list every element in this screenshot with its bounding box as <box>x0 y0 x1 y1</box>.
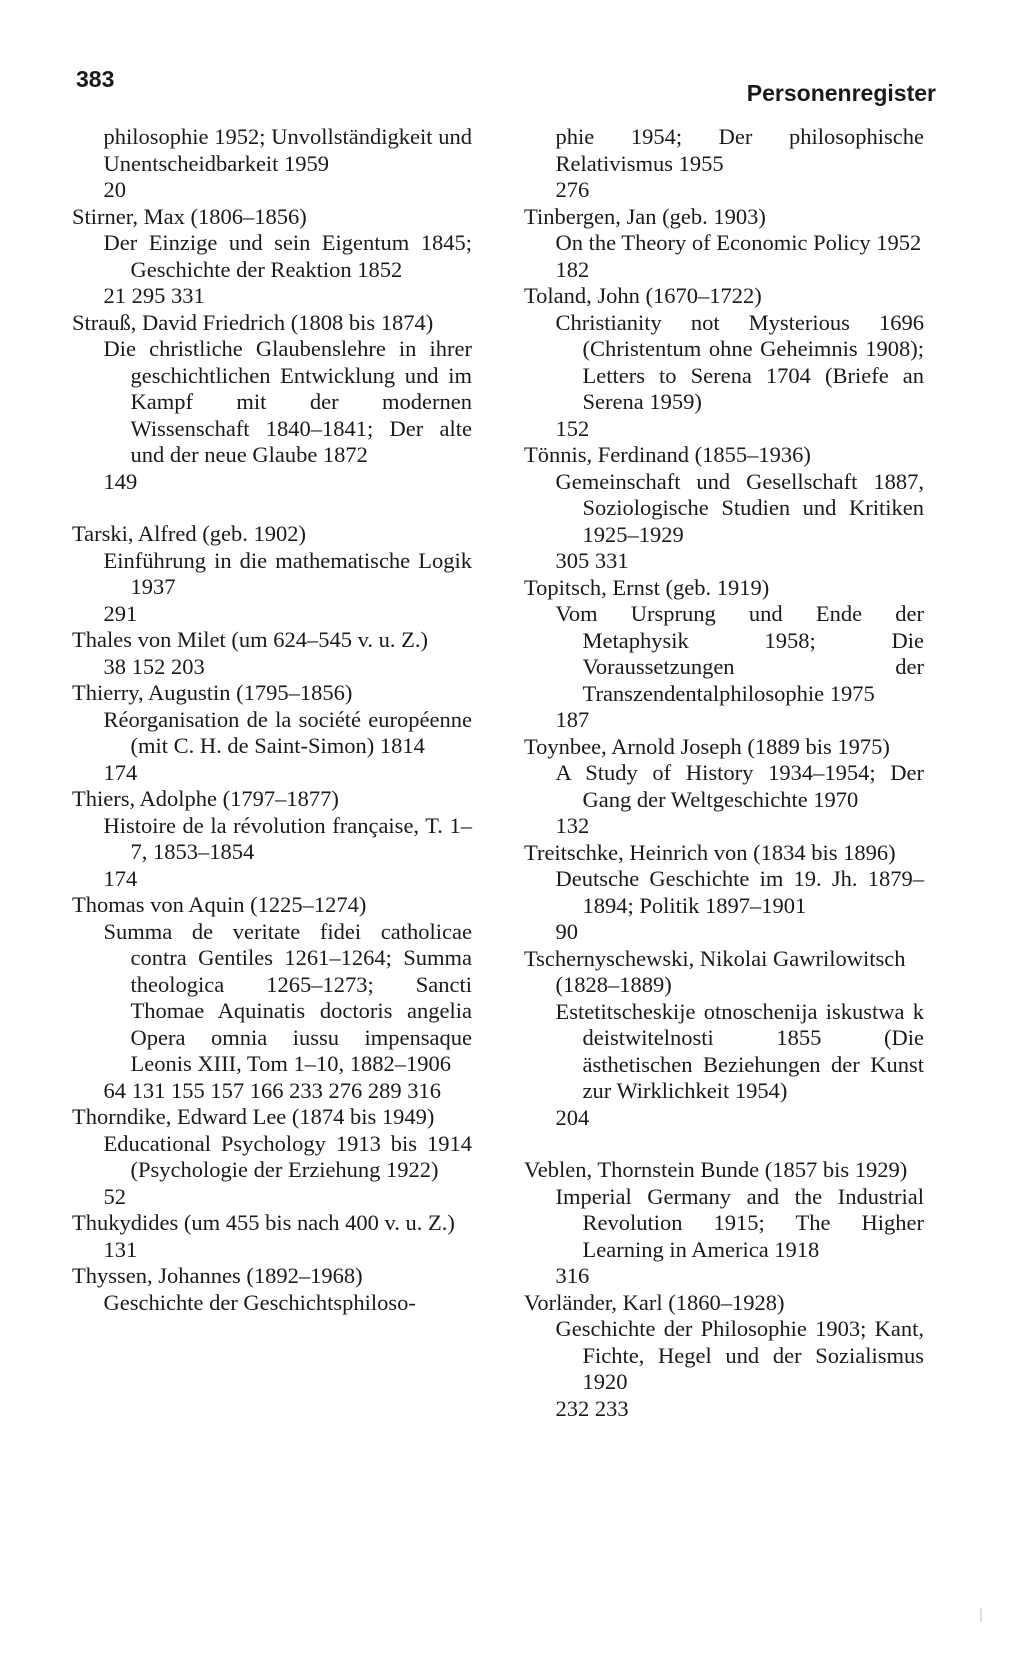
entry-pages: 174 <box>103 759 138 785</box>
index-entry <box>524 840 924 946</box>
entry-pages: 276 <box>555 177 590 202</box>
index-entry <box>524 946 924 1132</box>
entry-pages: 316 <box>555 1263 590 1288</box>
index-column-left <box>72 124 472 1316</box>
entry-works: Gemeinschaft und Gesellschaft 1887, Soziologische Studien und Kritiken 1925–1929 <box>555 468 924 547</box>
page-number: 383 <box>76 66 115 92</box>
entry-works: Estetitscheskije otnoschenija iskustwa k deistwitelnosti 1855 (Die ästhetischen Beziehungen der Kunst zur Wirklichkeit 1954) <box>555 998 924 1103</box>
entry-pages: 305 331 <box>555 548 629 573</box>
entry-pages: 38 152 203 <box>103 653 205 679</box>
entry-name: Stirner, Max (1806–1856) <box>72 203 307 229</box>
index-entry <box>72 627 472 680</box>
entry-name: Topitsch, Ernst (geb. 1919) <box>524 574 770 600</box>
entry-works: Deutsche Geschichte im 19. Jh. 1879–1894; Politik 1897–1901 <box>555 866 924 918</box>
running-head: Personenregister <box>746 80 936 106</box>
index-entry <box>72 521 472 627</box>
entry-continuation: phie 1954; Der philosophische Relativismus 1955 <box>555 124 924 176</box>
index-entry <box>524 575 924 734</box>
entry-continuation: philosophie 1952; Unvollständigkeit und Unentscheidbarkeit 1959 <box>103 124 472 176</box>
entry-name: Tinbergen, Jan (geb. 1903) <box>524 203 766 229</box>
entry-pages: 52 <box>103 1183 126 1209</box>
entry-name: Thyssen, Johannes (1892–1968) <box>72 1263 363 1288</box>
entry-pages: 64 131 155 157 166 233 276 289 316 <box>103 1077 441 1103</box>
entry-name: Thiers, Adolphe (1797–1877) <box>72 786 339 811</box>
index-entry <box>72 680 472 786</box>
entry-pages: 21 295 331 <box>103 283 205 308</box>
index-entry <box>524 442 924 575</box>
index-entry <box>524 124 924 204</box>
entry-pages: 90 <box>555 919 578 944</box>
entry-pages: 182 <box>555 256 590 282</box>
entry-works: Die christliche Glaubenslehre in ihrer geschichtlichen Entwicklung und im Kampf mit der modernen Wissenschaft 1840–1841; Der alte und der neue Glaube 1872 <box>103 336 472 467</box>
entry-pages: 204 <box>555 1104 590 1130</box>
index-entry <box>524 734 924 840</box>
index-entry <box>524 1157 924 1290</box>
index-column-right <box>524 124 924 1422</box>
entry-name: Thierry, Augustin (1795–1856) <box>72 680 353 705</box>
entry-name: Tarski, Alfred (geb. 1902) <box>72 521 306 546</box>
index-entry <box>72 124 472 204</box>
entry-works: Educational Psychology 1913 bis 1914 (Psychologie der Erziehung 1922) <box>103 1130 472 1182</box>
entry-works: Der Einzige und sein Eigentum 1845; Geschichte der Reaktion 1852 <box>103 230 472 282</box>
entry-works: Imperial Germany and the Industrial Revolution 1915; The Higher Learning in America 1918 <box>555 1183 924 1262</box>
entry-name: Treitschke, Heinrich von (1834 bis 1896) <box>524 839 896 865</box>
entry-pages: 187 <box>555 707 590 732</box>
entry-name: Veblen, Thornstein Bunde (1857 bis 1929) <box>524 1157 908 1182</box>
index-entry <box>72 1263 472 1316</box>
entry-name: Thorndike, Edward Lee (1874 bis 1949) <box>72 1104 435 1129</box>
entry-name: Tönnis, Ferdinand (1855–1936) <box>524 442 811 467</box>
entry-pages: 232 233 <box>555 1395 629 1421</box>
index-entry <box>72 892 472 1104</box>
entry-pages: 131 <box>103 1236 138 1262</box>
entry-works: Histoire de la révolution française, T. 1–7, 1853–1854 <box>103 812 472 864</box>
entry-works: Christianity not Mysterious 1696 (Christentum ohne Geheimnis 1908); Letters to Serena 1704 (Briefe an Serena 1959) <box>555 309 924 414</box>
entry-name: Vorländer, Karl (1860–1928) <box>524 1289 785 1315</box>
entry-works: On the Theory of Economic Policy 1952 <box>555 230 922 255</box>
entry-works: Réorganisation de la société européenne (mit C. H. de Saint-Simon) 1814 <box>103 706 472 758</box>
entry-pages: 152 <box>555 415 590 441</box>
index-entry <box>72 786 472 892</box>
entry-pages: 132 <box>555 813 590 838</box>
entry-works: Summa de veritate fidei catholicae contra Gentiles 1261–1264; Summa theologica 1265–1273; Sancti Thomae Aquinatis doctoris angelia Opera omnia iussu impensaque Leonis XIII, Tom 1–10, 1882–1906 <box>103 918 472 1076</box>
entry-works: Geschichte der Philosophie 1903; Kant, Fichte, Hegel und der Sozialismus 1920 <box>555 1316 924 1394</box>
index-entry <box>72 204 472 310</box>
entry-name: Strauß, David Friedrich (1808 bis 1874) <box>72 309 434 335</box>
entry-pages: 20 <box>103 177 126 202</box>
entry-works: Geschichte der Geschichtsphiloso- <box>103 1289 416 1315</box>
corner-mark <box>978 1608 984 1622</box>
entry-name: Tschernyschewski, Nikolai Gawrilowitsch (1828–1889) <box>524 945 906 997</box>
index-entry <box>72 310 472 496</box>
entry-name: Thomas von Aquin (1225–1274) <box>72 892 367 917</box>
entry-works: Einführung in die mathematische Logik 1937 <box>103 547 472 599</box>
entry-works: A Study of History 1934–1954; Der Gang der Weltgeschichte 1970 <box>555 760 924 812</box>
index-entry <box>524 204 924 284</box>
index-entry <box>524 1290 924 1423</box>
entry-pages: 149 <box>103 468 138 494</box>
entry-pages: 291 <box>103 600 138 626</box>
index-entry <box>72 1210 472 1263</box>
entry-pages: 174 <box>103 865 138 891</box>
index-entry <box>72 1104 472 1210</box>
entry-works: Vom Ursprung und Ende der Metaphysik 1958; Die Voraussetzungen der Transzendentalphilosophie 1975 <box>555 601 924 706</box>
entry-name: Thales von Milet (um 624–545 v. u. Z.) <box>72 627 428 652</box>
entry-name: Thukydides (um 455 bis nach 400 v. u. Z.) <box>72 1210 455 1235</box>
index-entry <box>524 283 924 442</box>
entry-name: Toynbee, Arnold Joseph (1889 bis 1975) <box>524 733 890 759</box>
entry-name: Toland, John (1670–1722) <box>524 283 762 308</box>
